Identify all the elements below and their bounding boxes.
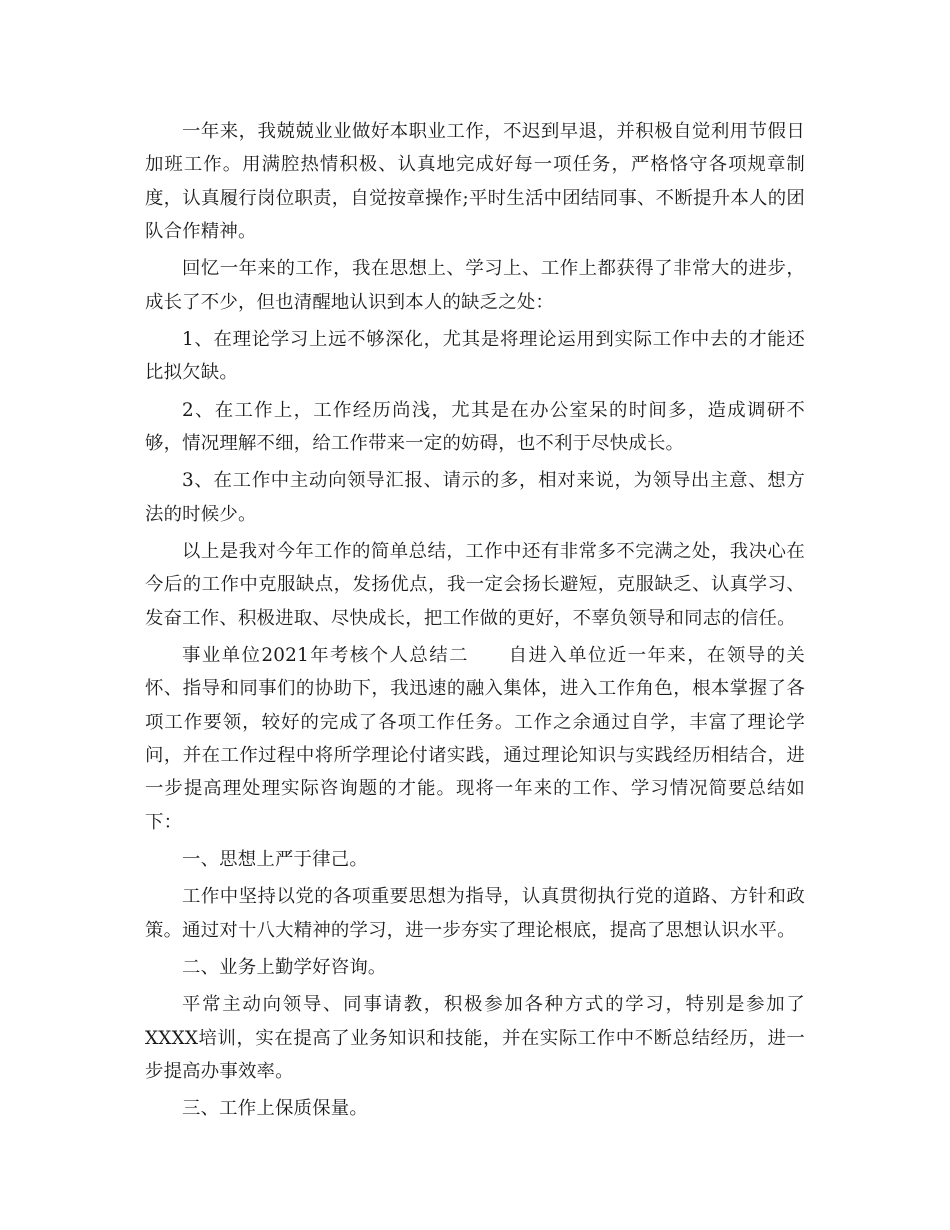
paragraph-conclusion: 以上是我对今年工作的简单总结，工作中还有非常多不完满之处，我决心在今后的工作中克服缺点，发扬优点，我一定会扬长避短，克服缺乏、认真学习、发奋工作、积极进取、尽快成长，把工作做的更好，不辜负领导和同志的信任。 [145, 541, 805, 629]
paragraph-business: 平常主动向领导、同事请教，积极参加各种方式的学习，特别是参加了XXXX培训，实在提高了业务知识和技能，并在实际工作中不断总结经历，进一步提高办事效率。 [145, 994, 805, 1082]
paragraph-shortcoming-2: 2、在工作上，工作经历尚浅，尤其是在办公室呆的时间多，造成调研不够，情况理解不细，给工作带来一定的妨碍，也不利于尽快成长。 [145, 399, 805, 454]
section-heading-work-quality: 三、工作上保质保量。 [182, 1098, 368, 1120]
section-heading-business: 二、业务上勤学好咨询。 [182, 956, 387, 978]
paragraph-dedication: 一年来，我兢兢业业做好本职业工作，不迟到早退，并积极自觉利用节假日加班工作。用满腔热情积极、认真地完成好每一项任务，严格恪守各项规章制度，认真履行岗位职责，自觉按章操作;平时生活中团结同事、不断提升本人的团队合作精神。 [145, 121, 805, 242]
paragraph-ideology: 工作中坚持以党的各项重要思想为指导，认真贯彻执行党的道路、方针和政策。通过对十八大精神的学习，进一步夯实了理论根底，提高了思想认识水平。 [145, 886, 805, 941]
paragraph-shortcoming-1: 1、在理论学习上远不够深化，尤其是将理论运用到实际工作中去的才能还比拟欠缺。 [145, 328, 805, 384]
paragraph-shortcoming-3: 3、在工作中主动向领导汇报、请示的多，相对来说，为领导出主意、想方法的时候少。 [145, 470, 805, 525]
document-page [145, 115, 805, 1130]
section-heading-ideology: 一、思想上严于律己。 [182, 848, 368, 870]
paragraph-review-intro: 回忆一年来的工作，我在思想上、学习上、工作上都获得了非常大的进步，成长了不少，但也清醒地认识到本人的缺乏之处： [145, 258, 805, 313]
paragraph-summary-two: 事业单位2021年考核个人总结二 自进入单位近一年来，在领导的关怀、指导和同事们的协助下，我迅速的融入集体，进入工作角色，根本掌握了各项工作要领，较好的完成了各项工作任务。工作之余通过自学，丰富了理论学问，并在工作过程中将所学理论付诸实践，通过理论知识与实践经历相结合，进一步提高理处理实际咨询题的才能。现将一年来的工作、学习情况简要总结如下： [145, 645, 805, 833]
